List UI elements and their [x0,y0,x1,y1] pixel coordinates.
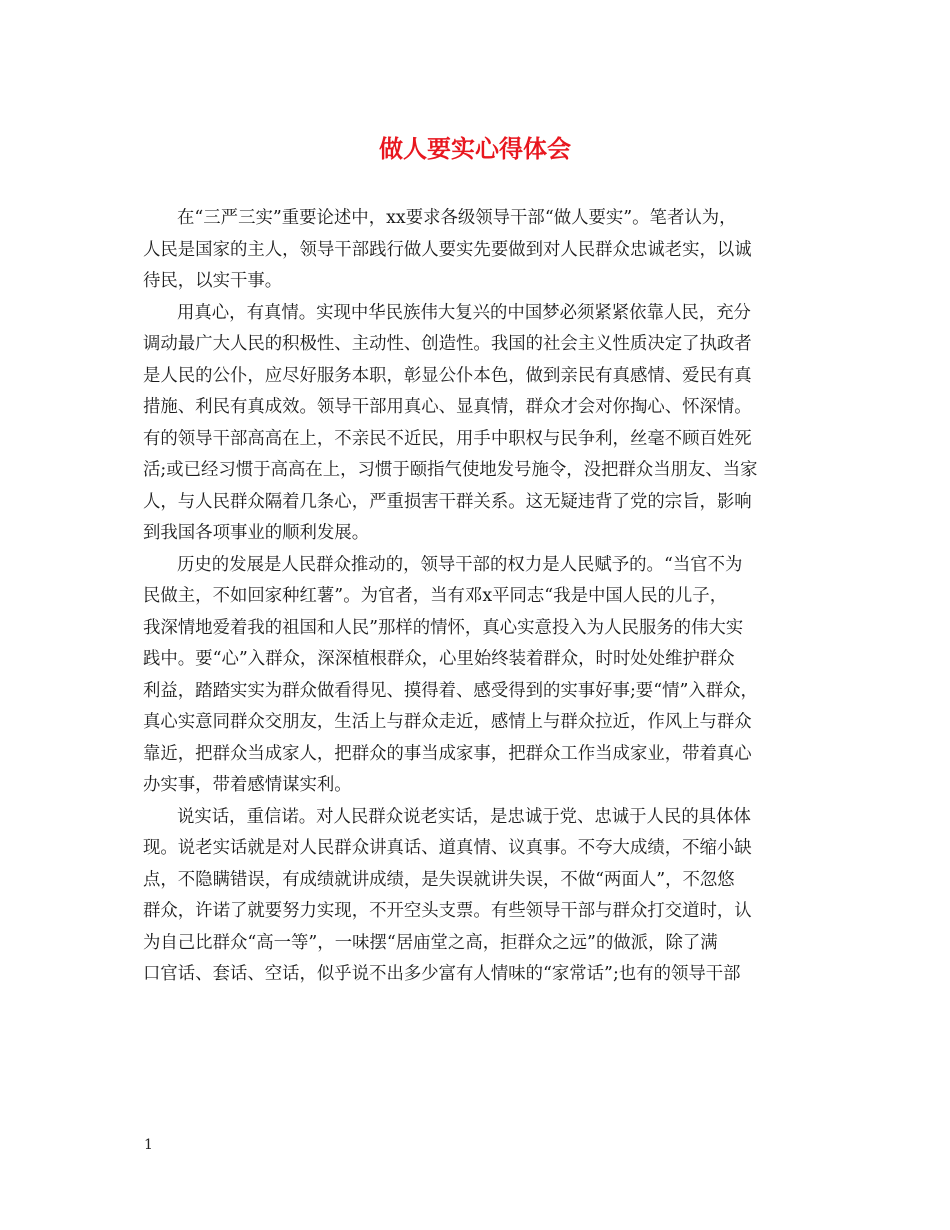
text-line: 待民，以实干事。 [143,271,283,291]
text-line: 有的领导干部高高在上，不亲民不近民，用手中职权与民争利，丝毫不顾百姓死 [143,428,752,449]
text-line: 到我国各项事业的顺利发展。 [143,523,370,543]
text-line: 用真心，有真情。实现中华民族伟大复兴的中国梦必须紧紧依靠人民，充分 [177,302,751,323]
text-line: 措施、利民有真成效。领导干部用真心、显真情，群众才会对你掏心、怀深情。 [143,397,752,417]
text-line: 我深情地爱着我的祖国和人民”那样的情怀，真心实意投入为人民服务的伟大实 [143,617,744,638]
document-title: 做人要实心得体会 [379,135,571,163]
text-line: 办实事，带着感情谋实利。 [143,775,352,795]
text-line: 人民是国家的主人，领导干部践行做人要实先要做到对人民群众忠诚老实，以诚 [143,239,752,260]
text-line: 口官话、套话、空话，似乎说不出多少富有人情味的“家常话”;也有的领导干部 [143,964,741,984]
text-line: 说实话，重信诺。对人民群众说老实话，是忠诚于党、忠诚于人民的具体体 [177,806,751,827]
text-line: 活;或已经习惯于高高在上，习惯于颐指气使地发号施令，没把群众当朋友、当家 [143,460,758,480]
text-line: 民做主，不如回家种红薯”。为官者，当有邓x平同志“我是中国人民的儿子， [143,586,728,606]
text-line: 利益，踏踏实实为群众做看得见、摸得着、感受得到的实事好事;要“情”入群众， [143,680,758,701]
text-line: 是人民的公仆，应尽好服务本职，彰显公仆本色，做到亲民有真感情、爱民有真 [143,365,752,386]
text-line: 靠近，把群众当成家人，把群众的事当成家事，把群众工作当成家业，带着真心 [143,743,752,764]
text-line: 点，不隐瞒错误，有成绩就讲成绩，是失误就讲失误，不做“两面人”，不忽悠 [143,869,735,890]
text-line: 真心实意同群众交朋友，生活上与群众走近，感情上与群众拉近，作风上与群众 [143,712,752,732]
text-line: 人，与人民群众隔着几条心，严重损害干群关系。这无疑违背了党的宗旨，影响 [143,491,752,512]
text-line: 调动最广大人民的积极性、主动性、创造性。我国的社会主义性质决定了执政者 [143,334,752,354]
text-line: 历史的发展是人民群众推动的，领导干部的权力是人民赋予的。“当官不为 [177,554,743,575]
text-line: 群众，许诺了就要努力实现，不开空头支票。有些领导干部与群众打交道时，认 [143,901,752,921]
text-line: 在“三严三实”重要论述中，xx要求各级领导干部“做人要实”。笔者认为， [177,208,737,228]
text-line: 践中。要“心”入群众，深深植根群众，心里始终装着群众，时时处处维护群众 [143,649,735,669]
document-body [143,203,815,991]
text-line: 为自己比群众“高一等”，一味摆“居庙堂之高，拒群众之远”的做派，除了满 [143,932,718,953]
page-number: 1 [144,1137,153,1153]
text-line: 现。说老实话就是对人民群众讲真话、道真情、议真事。不夸大成绩，不缩小缺 [143,838,752,858]
